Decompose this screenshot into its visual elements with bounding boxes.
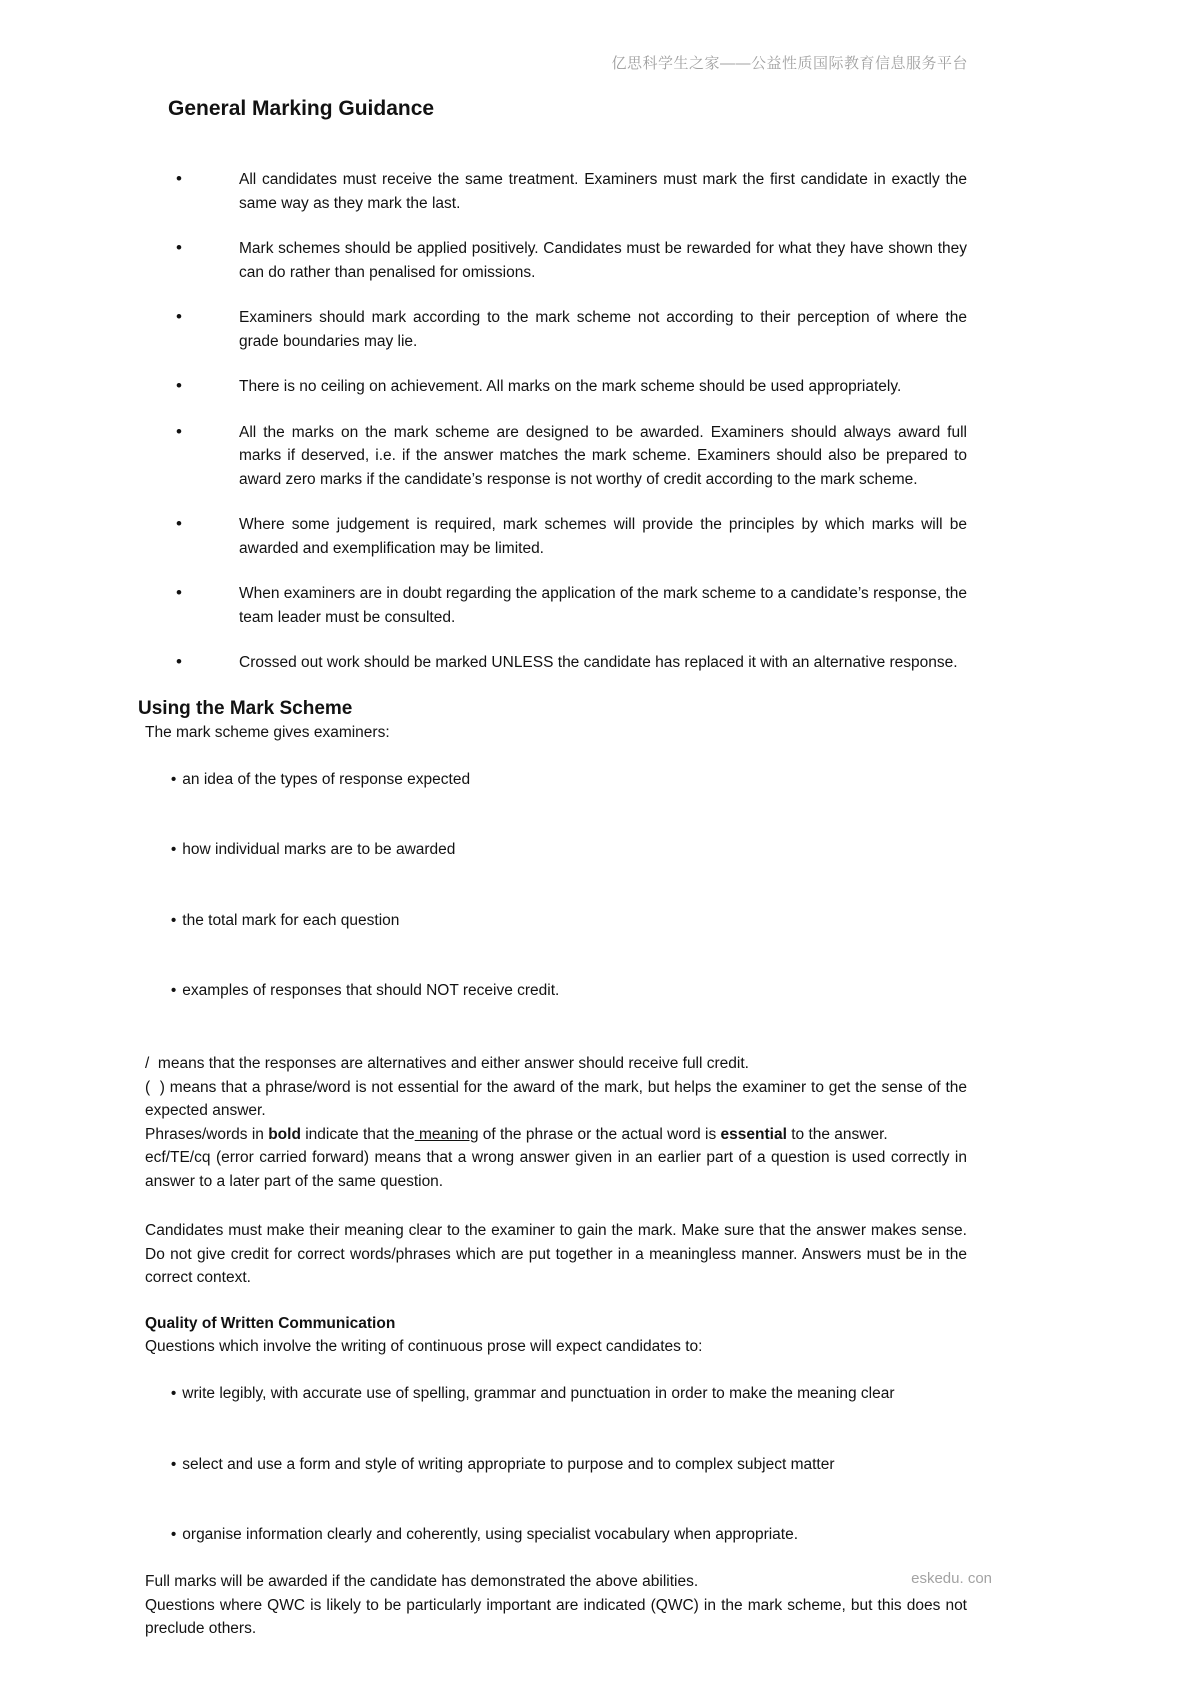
note-bold-text: bold <box>268 1125 301 1143</box>
guidance-bullet-text: When examiners are in doubt regarding the application of the mark scheme to a candidate’s response, the team leader must be consulted. <box>239 585 967 626</box>
guidance-bullet-text: Mark schemes should be applied positively. Candidates must be rewarded for what they have shown they can do rather than penalised for omissions. <box>239 240 967 281</box>
note-underlined-text: meaning <box>414 1125 479 1143</box>
guidance-bullet <box>145 237 967 284</box>
bullet-icon: • <box>170 1526 177 1543</box>
bold-convention-note <box>145 1123 967 1147</box>
qwc-item <box>145 1429 967 1500</box>
note-text: of the phrase or the actual word is <box>478 1125 721 1143</box>
guidance-bullet <box>145 168 967 215</box>
mark-scheme-gives-item <box>145 885 967 956</box>
qwc-item <box>145 1500 967 1571</box>
guidance-bullet-text: All the marks on the mark scheme are designed to be awarded. Examiners should always award full marks if deserved, i.e. if the answer matches the mark scheme. Examiners should also be prepared to award zero marks if the candidate’s response is not worthy of credit according to the mark scheme. <box>239 423 967 488</box>
qwc-intro: Questions which involve the writing of continuous prose will expect candidates to: <box>145 1338 703 1355</box>
ecf-convention-note: ecf/TE/cq (error carried forward) means that a wrong answer given in an earlier part of a question is used correctly in answer to a later part of the same question. <box>145 1149 972 1190</box>
qwc-full-marks-note: Full marks will be awarded if the candidate has demonstrated the above abilities. <box>145 1573 699 1590</box>
bullet-icon: • <box>170 1385 177 1402</box>
bullet-icon: • <box>176 238 182 257</box>
guidance-bullet <box>145 375 967 399</box>
bullet-icon: • <box>176 583 182 602</box>
bullet-icon: • <box>170 841 177 858</box>
guidance-bullet-text: Where some judgement is required, mark schemes will provide the principles by which marks will be awarded and exemplification may be limited. <box>239 516 967 557</box>
platform-header-text: 亿思科学生之家——公益性质国际教育信息服务平台 <box>611 55 968 72</box>
qwc-item-text: write legibly, with accurate use of spelling, grammar and punctuation in order to make the meaning clear <box>182 1385 895 1402</box>
bullet-icon: • <box>176 169 182 188</box>
mark-scheme-gives-item <box>145 744 967 815</box>
guidance-bullet-text: There is no ceiling on achievement. All marks on the mark scheme should be used appropriately. <box>239 378 902 395</box>
guidance-bullet <box>145 306 967 353</box>
mark-scheme-gives-item <box>145 956 967 1027</box>
guidance-bullet-text: Examiners should mark according to the mark scheme not according to their perception of where the grade boundaries may lie. <box>239 309 967 350</box>
meaning-clarity-paragraph: Candidates must make their meaning clear to the examiner to gain the mark. Make sure that the answer makes sense. Do not give credit for correct words/phrases which are put together in a meaningless manner. Answers must be in the correct context. <box>145 1222 972 1286</box>
footer-watermark: eskedu. con <box>911 1570 992 1587</box>
qwc-heading: Quality of Written Communication <box>145 1314 396 1332</box>
bullet-icon: • <box>176 307 182 326</box>
guidance-bullet-text: All candidates must receive the same treatment. Examiners must mark the first candidate in exactly the same way as they mark the last. <box>239 171 967 212</box>
using-mark-scheme-heading: Using the Mark Scheme <box>138 697 353 719</box>
bullet-icon: • <box>170 770 177 788</box>
page-title: General Marking Guidance <box>168 97 435 120</box>
mark-scheme-intro: The mark scheme gives examiners: <box>145 723 390 741</box>
guidance-bullet-text: Crossed out work should be marked UNLESS the candidate has replaced it with an alternative response. <box>239 654 958 671</box>
slash-convention-note: / means that the responses are alternatives and either answer should receive full credit. <box>145 1055 749 1072</box>
bullet-icon: • <box>170 1455 177 1473</box>
gives-item-text: the total mark for each question <box>182 911 400 929</box>
bullet-icon: • <box>176 652 182 671</box>
mark-scheme-gives-item <box>145 815 967 886</box>
guidance-bullet <box>145 421 967 492</box>
bullet-icon: • <box>176 514 182 533</box>
general-guidance-list <box>145 168 967 675</box>
parentheses-convention-note: ( ) means that a phrase/word is not essential for the award of the mark, but helps the examiner to get the sense of the expected answer. <box>145 1078 972 1119</box>
guidance-bullet <box>145 651 967 675</box>
document-body <box>138 0 972 1641</box>
qwc-indication-note: Questions where QWC is likely to be particularly important are indicated (QWC) in the mark scheme, but this does not preclude others. <box>145 1596 972 1637</box>
gives-item-text: an idea of the types of response expected <box>182 770 471 788</box>
guidance-bullet <box>145 513 967 560</box>
qwc-item <box>145 1359 967 1430</box>
note-text: indicate that the <box>300 1125 415 1143</box>
qwc-item-text: organise information clearly and coherently, using specialist vocabulary when appropriate. <box>182 1526 799 1543</box>
note-text: Phrases/words in <box>145 1125 269 1143</box>
bullet-icon: • <box>176 421 182 441</box>
bullet-icon: • <box>170 982 177 999</box>
note-bold-text: essential <box>720 1125 787 1143</box>
guidance-bullet <box>145 582 967 629</box>
bullet-icon: • <box>170 911 177 929</box>
note-text: to the answer. <box>786 1125 888 1143</box>
gives-item-text: examples of responses that should NOT receive credit. <box>182 982 560 999</box>
qwc-item-text: select and use a form and style of writing appropriate to purpose and to complex subject matter <box>182 1455 835 1473</box>
gives-item-text: how individual marks are to be awarded <box>182 841 456 858</box>
bullet-icon: • <box>176 376 182 395</box>
